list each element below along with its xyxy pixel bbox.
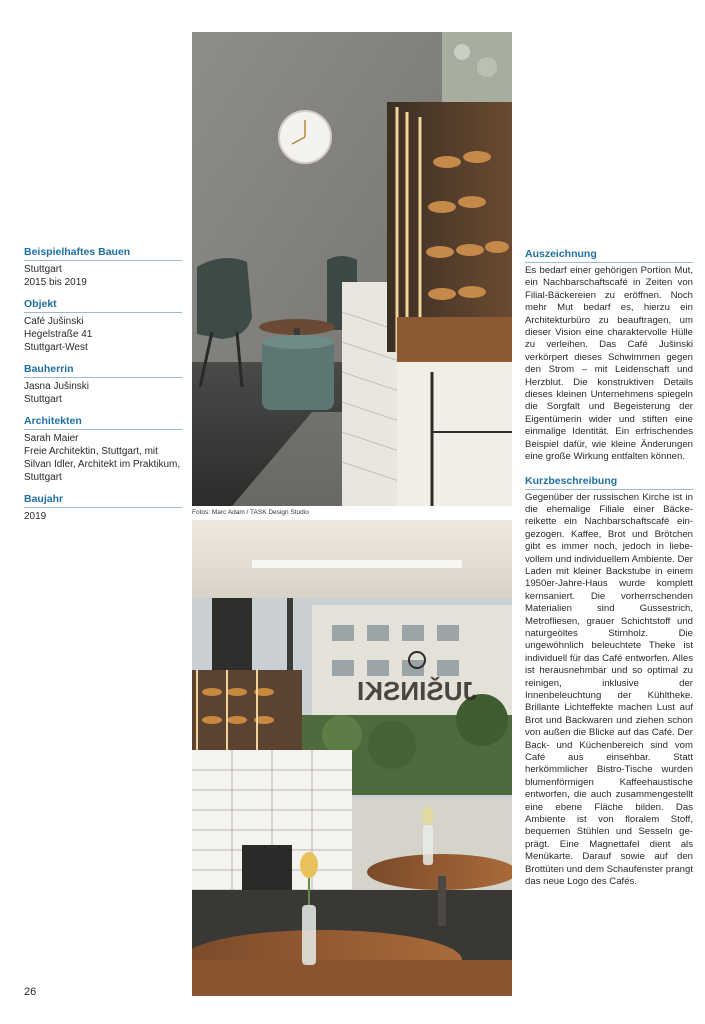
divider [24, 507, 182, 508]
info-block-baujahr [24, 493, 182, 523]
info-block-bauherrin [24, 363, 182, 406]
info-line: Sarah Maier [24, 433, 79, 444]
window-lettering: JUŠINSKI [357, 676, 477, 706]
page-number: 26 [24, 986, 37, 998]
info-line: Stuttgart [24, 472, 62, 483]
info-line: 2015 bis 2019 [24, 277, 87, 288]
photo-cafe-window-tables [192, 520, 512, 996]
info-heading: Objekt [24, 298, 57, 310]
divider [525, 489, 693, 490]
info-line: Stuttgart [24, 264, 62, 275]
info-line: Silvan Idler, Architekt im Praktikum, [24, 459, 181, 470]
info-line: Stuttgart-West [24, 342, 88, 353]
info-block-architekten [24, 415, 182, 484]
info-block-beispielhaftes-bauen [24, 246, 182, 289]
article-text-column [525, 248, 693, 900]
info-line: Hegelstraße 41 [24, 329, 93, 340]
info-line: Freie Architektin, Stuttgart, mit [24, 446, 158, 457]
info-line: Stuttgart [24, 394, 62, 405]
info-heading: Baujahr [24, 493, 64, 505]
section-body: Es bedarf einer gehörigen Portion Mut, ein Nachbarschaftscafé in Zeiten von Filial-Bäckereien zu eröffnen. Noch mehr Mut bedarf es, hierzu ein Architekturbüro zu beauftragen, um dieser Vision eine charaktervolle Hülle zu verleihen. Das Café Jušinski verkörpert dieses Schwimmen gegen den Strom – mit Leidenschaft und Herzblut. Die konstruktiven Details dieses kleinen Unternehmens spiegeln die Sorgfalt und Begeisterung der Eigentümerin wider und stiften eine einmalige Identität. Ein erfrischendes Beispiel dafür, wie kleine Änderungen eine große Wirkung entfalten können. [525, 265, 693, 463]
section-kurzbeschreibung [525, 475, 693, 889]
section-heading: Kurzbeschreibung [525, 474, 618, 487]
divider [24, 260, 182, 261]
divider [24, 312, 182, 313]
divider [24, 429, 182, 430]
photo-credit: Fotos: Marc Adam / TASK Design Studio [192, 509, 309, 516]
section-auszeichnung [525, 248, 693, 464]
info-block-objekt [24, 298, 182, 354]
project-info-sidebar [24, 246, 182, 532]
info-line: Café Jušinski [24, 316, 84, 327]
info-heading: Beispielhaftes Bauen [24, 246, 131, 258]
divider [24, 377, 182, 378]
section-body: Gegenüber der russischen Kirche ist in die ehemalige Filiale einer Bäckereikette ein Nachbarschaftscafé eingezogen. Kaffee, Brot und Brötchen gibt es immer noch, jedoch in liebevollem und individuellem Ambiente. Der Laden mit kleiner Backstube in einem 1950er-Jahre-Haus wurde komplett kernsaniert. Die vorherrschenden Materialien sind Gussestrich, Metrofliesen, grauer Schichtstoff und naturgeöltes Stirnholz. Die ungewöhnlich beleuchtete Theke ist individuell für das Café entworfen. Alles ist herausnehmbar und so optimal zu reinigen, inklusive der Innenbeleuchtung der Kühltheke. Brillante Lichteffekte machen Lust auf Brot und Backwaren und ziehen schon von außen die Blicke auf das Café. Der Back- und Küchenbereich sind vom Café aus einsehbar. Statt herkömmlicher Bistro-Tische wurden blumenförmigen Kaffeehaustische entworfen, die auch zusammengestellt eine ebene Fläche bilden. Das Ambiente ist von floralem Stoff, bequemen Stühlen und Sesseln geprägt. Eine Magnettafel dient als Menükarte. Darauf sowie auf den Brottüten und dem Schaufenster prangt das neue Logo des Cafés. [525, 491, 693, 888]
divider [525, 262, 693, 263]
section-heading: Auszeichnung [525, 248, 597, 260]
info-heading: Bauherrin [24, 363, 74, 375]
info-line: 2019 [24, 511, 47, 522]
info-heading: Architekten [24, 415, 82, 427]
info-line: Jasna Jušinski [24, 381, 90, 392]
photo-cafe-interior-counter [192, 32, 512, 506]
